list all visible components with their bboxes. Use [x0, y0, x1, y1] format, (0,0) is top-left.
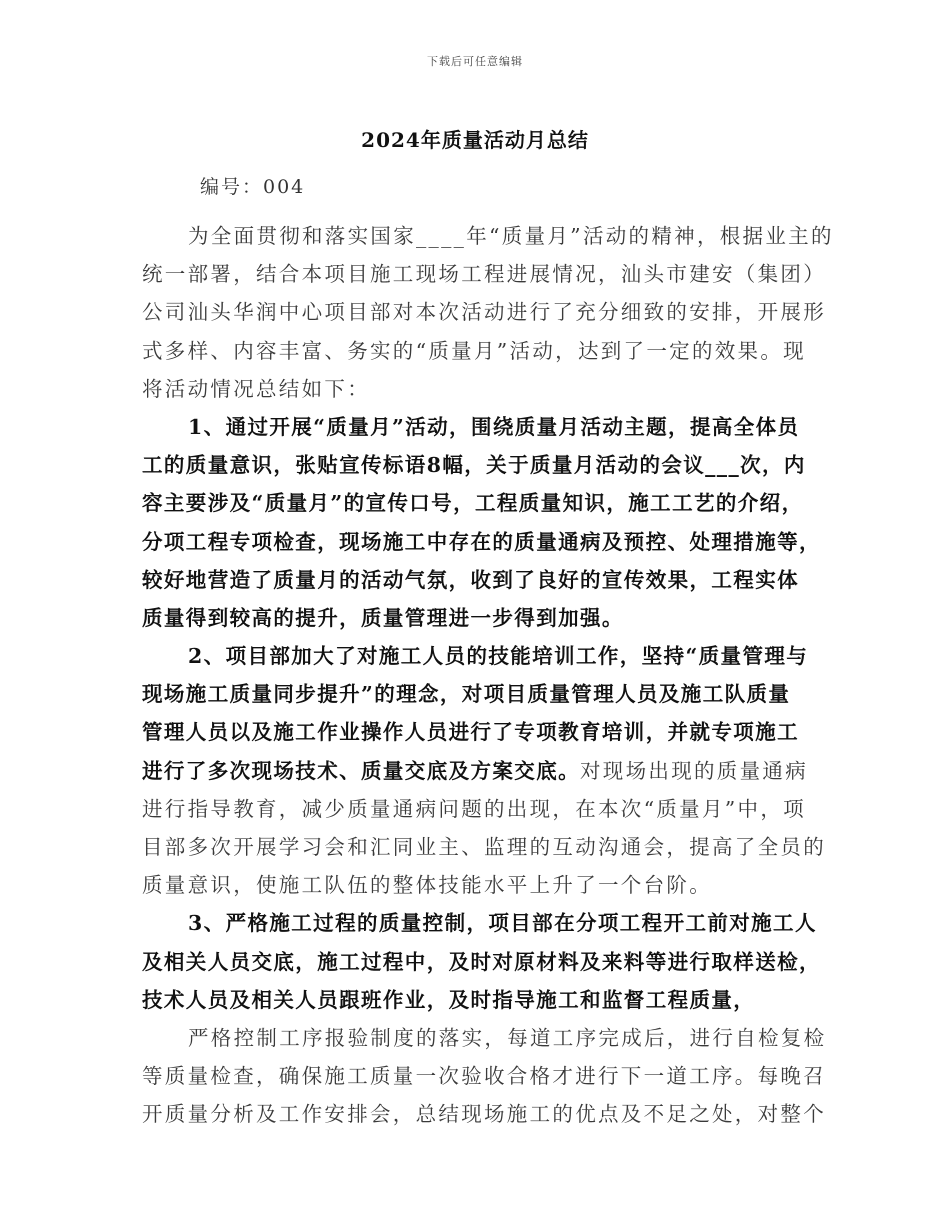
text-line-content: 等质量检查，确保施工质量一次验收合格才进行下一道工序。每晚召: [142, 1064, 826, 1089]
text-line-content: 技术人员及相关人员跟班作业，及时指导施工和监督工程质量，: [142, 987, 756, 1012]
header-note: 下载后可任意编辑: [427, 55, 523, 68]
text-line: [142, 599, 818, 637]
document-number: 编号：004: [200, 176, 306, 198]
text-line-content: 公司汕头华润中心项目部对本次活动进行了充分细致的安排，开展形: [142, 300, 826, 325]
text-line-content: 将活动情况总结如下：: [142, 376, 370, 401]
text-line: [142, 255, 826, 293]
text-line-content: 及相关人员交底，施工过程中，及时对原材料及来料等进行取样送检，: [142, 949, 821, 974]
text-line: [142, 866, 818, 904]
text-line: [142, 408, 818, 446]
text-line-content: 2、项目部加大了对施工人员的技能培训工作，坚持“质量管理与: [188, 644, 809, 669]
text-line-content: 管理人员以及施工作业操作人员进行了专项教育培训，并就专项施工: [142, 720, 799, 745]
text-line-content: 开质量分析及工作安排会，总结现场施工的优点及不足之处，对整个: [142, 1102, 826, 1127]
text-line: [142, 1095, 826, 1133]
text-line-content: 质量得到较高的提升，质量管理进一步得到加强。: [142, 605, 624, 630]
text-line: [142, 675, 818, 713]
text-line-content: 质量意识，使施工队伍的整体技能水平上升了一个台阶。: [142, 873, 712, 898]
text-line-content: 分项工程专项检查，现场施工中存在的质量通病及预控、处理措施等，: [142, 529, 821, 554]
text-line-content: 3、严格施工过程的质量控制，项目部在分项工程开工前对施工人: [188, 911, 817, 936]
text-line: [142, 484, 818, 522]
text-line-content: 统一部署，结合本项目施工现场工程进展情况，汕头市建安（集团）: [142, 262, 826, 287]
text-line-tail: 对现场出现的质量通病: [580, 758, 808, 783]
text-line: [142, 446, 818, 484]
text-line: [142, 561, 818, 599]
text-line: [142, 752, 818, 790]
text-line: [142, 293, 826, 331]
text-line: [142, 943, 821, 981]
text-line: [142, 1057, 826, 1095]
text-line: [142, 828, 826, 866]
text-line-content: 进行指导教育，减少质量通病问题的出现，在本次“质量月”中，项: [142, 796, 806, 821]
text-line-content: 式多样、内容丰富、务实的“质量月”活动，达到了一定的效果。现: [142, 338, 806, 363]
text-line: [142, 523, 821, 561]
document-body: [142, 217, 834, 1134]
text-line-content: 为全面贯彻和落实国家____年“质量月”活动的精神，根据业主的: [188, 224, 834, 248]
text-line-content: 容主要涉及“质量月”的宣传口号，工程质量知识，施工工艺的介绍，: [142, 491, 804, 516]
text-line-content: 目部多次开展学习会和汇同业主、监理的互动沟通会，提高了全员的: [142, 835, 826, 859]
text-line: [142, 904, 818, 942]
text-line-content: 工的质量意识，张贴宣传标语8幅，关于质量月活动的会议___次，内: [142, 453, 806, 478]
text-line: [142, 332, 818, 370]
text-line-content: 较好地营造了质量月的活动气氛，收到了良好的宣传效果，工程实体: [142, 567, 799, 592]
text-line: [142, 981, 818, 1019]
text-line: [142, 1019, 827, 1057]
text-line: [142, 370, 818, 408]
text-line-content: 1、通过开展“质量月”活动，围绕质量月活动主题，提高全体员: [188, 414, 800, 439]
text-line-content: 严格控制工序报验制度的落实，每道工序完成后，进行自检复检: [188, 1025, 827, 1050]
text-line: [142, 713, 818, 751]
text-line-content: 现场施工质量同步提升”的理念，对项目质量管理人员及施工队质量: [142, 682, 791, 707]
text-line: [142, 217, 834, 255]
document-title: 2024年质量活动月总结: [361, 128, 589, 152]
text-line: [142, 637, 818, 675]
text-line: [142, 790, 818, 828]
text-line-content: 进行了多次现场技术、质量交底及方案交底。: [142, 758, 580, 783]
